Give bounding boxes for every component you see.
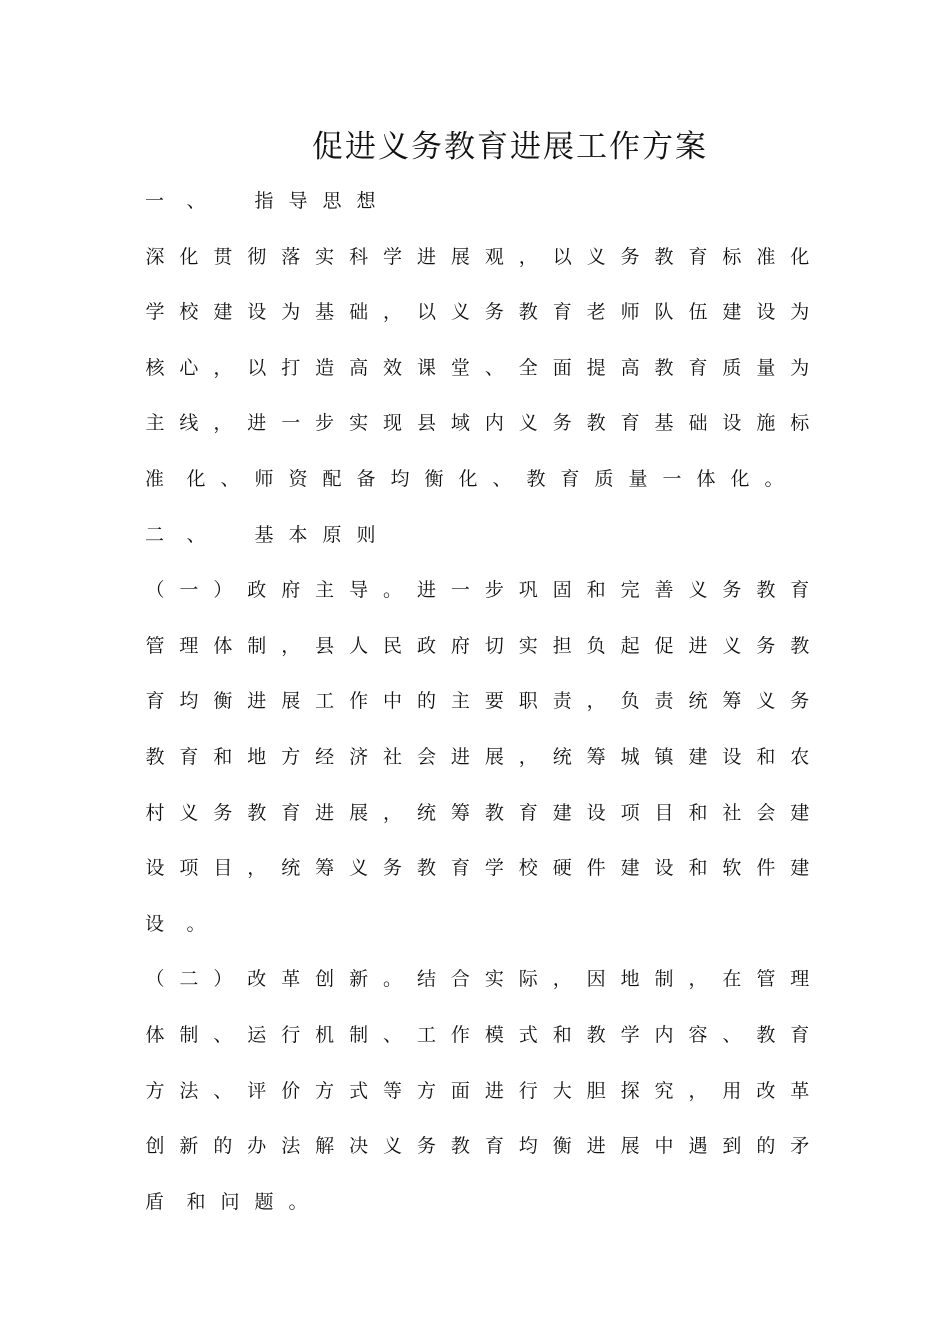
- body-line: 准 化 、 师 资 配 备 均 衡 化 、 教 育 质 量 一 体 化 。: [145, 468, 784, 490]
- body-line: 教 育 和 地 方 经 济 社 会 进 展 ， 统 筹 城 镇 建 设 和 农: [145, 746, 810, 768]
- document-title: 促进义务教育进展工作方案: [312, 129, 708, 165]
- body-line: 方 法 、 评 价 方 式 等 方 面 进 行 大 胆 探 究 ， 用 改 革: [145, 1079, 810, 1102]
- body-line: 设 。: [145, 912, 206, 935]
- body-line: 创 新 的 办 法 解 决 义 务 教 育 均 衡 进 展 中 遇 到 的 矛: [145, 1135, 810, 1158]
- body-line: 体 制 、 运 行 机 制 、 工 作 模 式 和 教 学 内 容 、 教 育: [145, 1024, 810, 1046]
- body-line: 管 理 体 制 ， 县 人 民 政 府 切 实 担 负 起 促 进 义 务 教: [145, 634, 810, 657]
- body-line: 核 心 ， 以 打 造 高 效 课 堂 、 全 面 提 高 教 育 质 量 为: [145, 356, 810, 379]
- body-line: 深 化 贯 彻 落 实 科 学 进 展 观 ， 以 义 务 教 育 标 准 化: [145, 245, 810, 268]
- body-line: （ 二 ） 改 革 创 新 。 结 合 实 际 ， 因 地 制 ， 在 管 理: [145, 968, 810, 991]
- section-heading: 一 、 指 导 思 想: [145, 190, 376, 212]
- body-line: 主 线 ， 进 一 步 实 现 县 域 内 义 务 教 育 基 础 设 施 标: [145, 412, 810, 435]
- body-line: 育 均 衡 进 展 工 作 中 的 主 要 职 责 ， 负 责 统 筹 义 务: [145, 690, 810, 713]
- body-line: 设 项 目 ， 统 筹 义 务 教 育 学 校 硬 件 建 设 和 软 件 建: [145, 857, 810, 880]
- body-line: （ 一 ） 政 府 主 导 。 进 一 步 巩 固 和 完 善 义 务 教 育: [145, 579, 810, 602]
- section-heading: 二 、 基 本 原 则: [145, 523, 376, 546]
- body-line: 村 义 务 教 育 进 展 ， 统 筹 教 育 建 设 项 目 和 社 会 建: [145, 801, 810, 824]
- body-line: 盾 和 问 题 。: [145, 1190, 308, 1213]
- body-line: 学 校 建 设 为 基 础 ， 以 义 务 教 育 老 师 队 伍 建 设 为: [145, 301, 810, 324]
